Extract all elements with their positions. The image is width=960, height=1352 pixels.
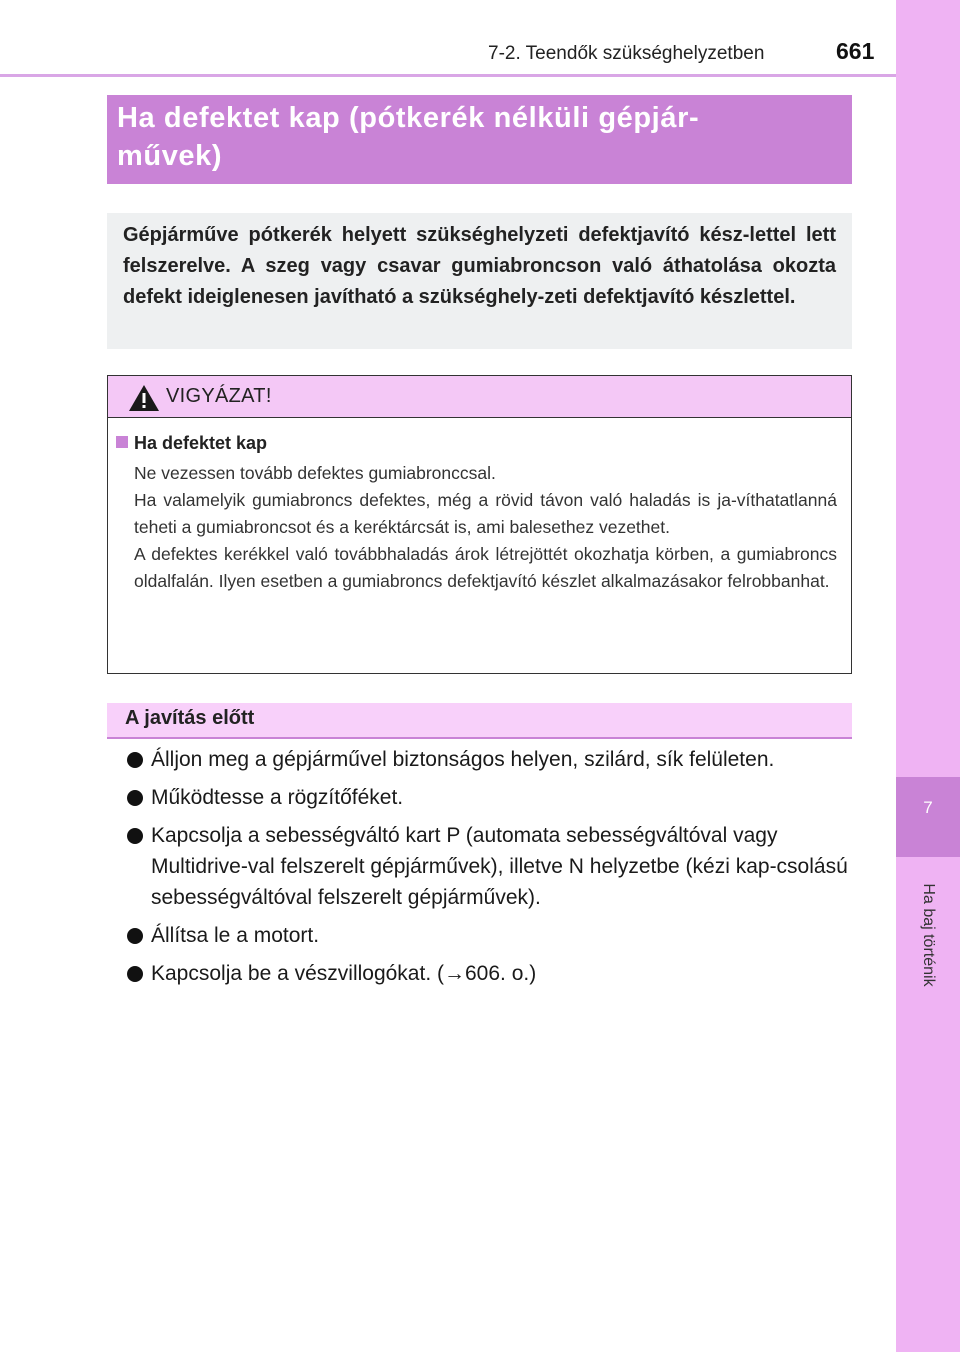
warning-header (108, 376, 851, 418)
list-item-text: Kapcsolja be a vészvillogókat. (→606. o.) (151, 962, 537, 985)
list-item-text: Állítsa le a motort. (151, 924, 320, 947)
bullet-icon (127, 752, 143, 768)
warning-box (107, 375, 852, 674)
chapter-title: Ha baj történik (920, 883, 937, 987)
list-item-text: Álljon meg a gépjárművel biztonságos helyen, szilárd, sík felületen. (151, 748, 775, 771)
warning-subheading-text: Ha defektet kap (134, 433, 268, 453)
page-title-box (107, 95, 852, 184)
warning-paragraph: Ha valamelyik gumiabroncs defektes, még a rövid távon való haladás is ja-víthatatlanná teheti a gumiabroncsot és a keréktárcsát is, ami balesethez vezethet. (134, 490, 837, 537)
page-number: 661 (836, 38, 875, 64)
list-item-text: Működtesse a rögzítőféket. (151, 786, 404, 809)
warning-body (108, 418, 851, 595)
warning-paragraph: A defektes kerékkel való továbbhaladás árok létrejöttét okozhatja körben, a gumiabroncs oldalfalán. Ilyen esetben a gumiabroncs defektjavító készlet alkalmazásakor felrobbanhat. (134, 544, 837, 591)
square-marker-icon (116, 436, 128, 448)
bullet-icon (127, 928, 143, 944)
intro-box (107, 213, 852, 349)
bullet-icon (127, 966, 143, 982)
list-item-text: Kapcsolja a sebességváltó kart P (automata sebességváltóval vagy Multidrive-val felszerelt gépjárművek), illetve N helyzetbe (kézi kap-csolású sebességváltóval felszerelt gépjárművek). (151, 824, 848, 909)
page-title: Ha defektet kap (pótkerék nélküli gépjár- művek) (117, 102, 700, 172)
before-repair-heading-text: A javítás előtt (125, 707, 255, 729)
before-repair-heading (107, 703, 852, 739)
chapter-side-strip (896, 0, 960, 1352)
list-item (127, 744, 852, 775)
warning-title: VIGYÁZAT! (166, 385, 272, 407)
bullet-icon (127, 828, 143, 844)
warning-triangle-icon (128, 384, 160, 412)
chapter-number: 7 (923, 798, 933, 817)
header-rule (0, 74, 896, 77)
list-item (127, 782, 852, 813)
warning-paragraph: Ne vezessen tovább defektes gumiabronccsal. (134, 463, 496, 483)
intro-text: Gépjárműve pótkerék helyett szükséghelyzeti defektjavító kész-lettel lett felszerelve. A szeg vagy csavar gumiabroncson való áthatolása okozta defekt ideiglenesen javítható a szükséghely-zeti defektjavító készlettel. (123, 224, 836, 308)
bullet-icon (127, 790, 143, 806)
list-item (127, 958, 852, 989)
list-item (127, 820, 852, 913)
list-item (127, 920, 852, 951)
before-repair-list (127, 744, 852, 996)
warning-subheading (114, 430, 837, 456)
section-label: 7-2. Teendők szükséghelyzetben (488, 43, 765, 64)
